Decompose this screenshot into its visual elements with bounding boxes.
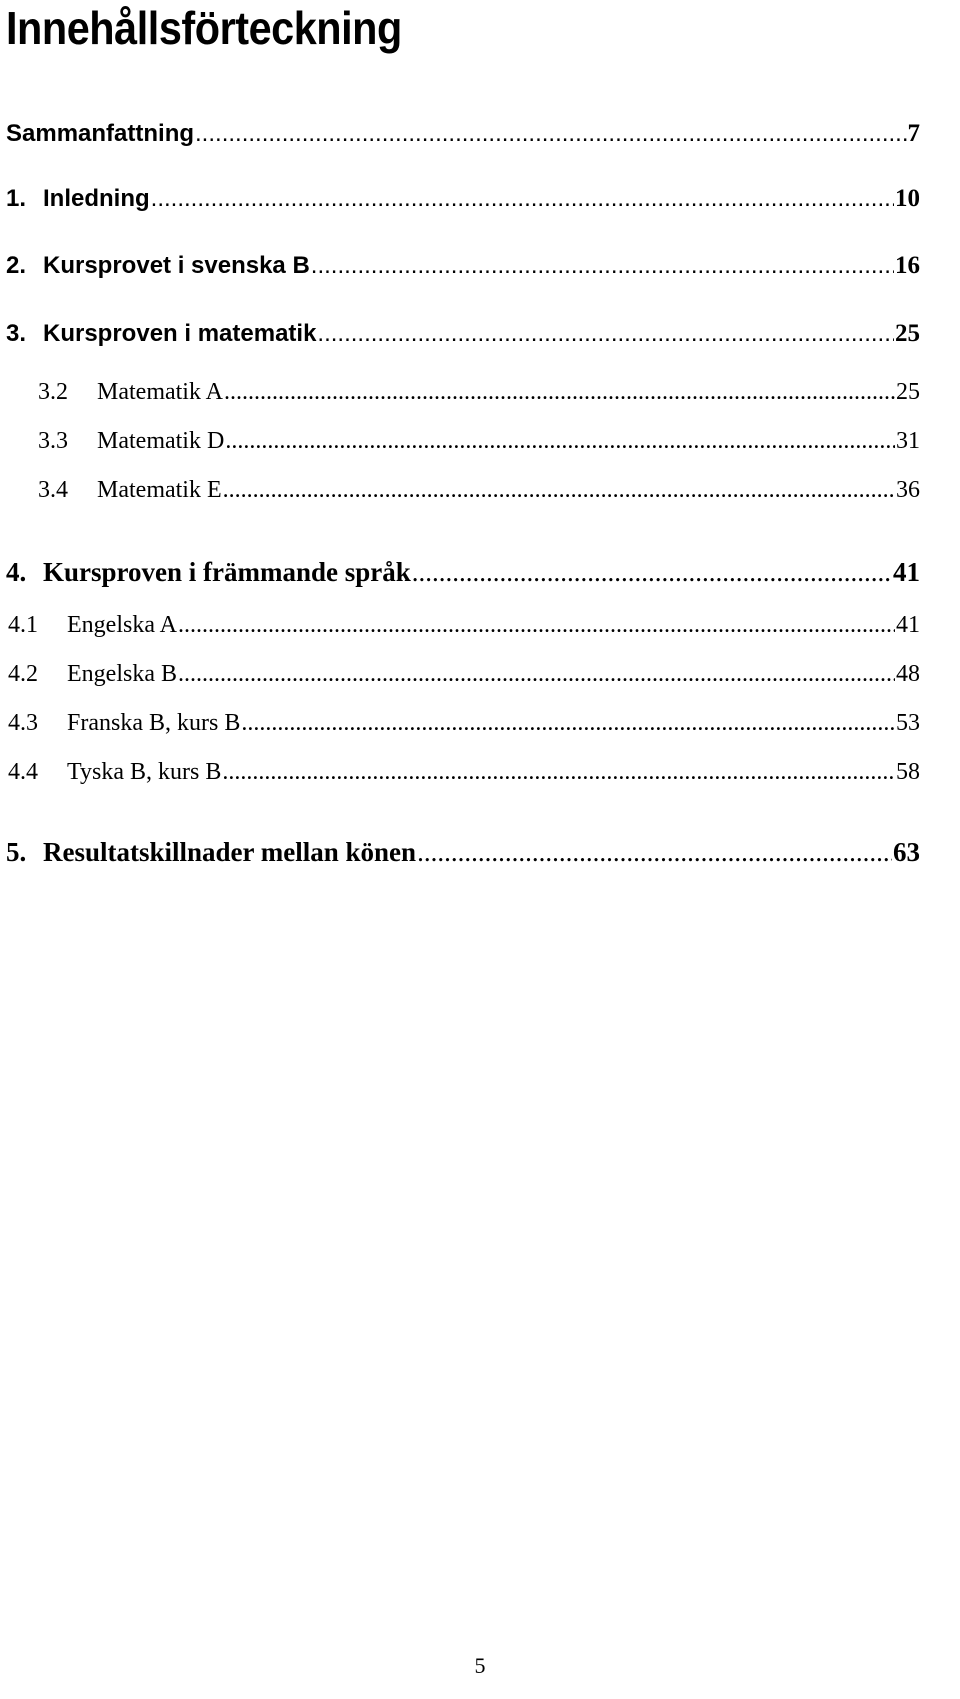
- toc-entry-label: Kursprovet i svenska B: [43, 252, 310, 279]
- toc-entry-number: 2.: [6, 252, 27, 279]
- toc-entry-page: 25: [896, 379, 920, 405]
- toc-entry-label: Sammanfattning: [6, 120, 195, 147]
- toc-entry-label: Kursproven i matematik: [43, 320, 317, 347]
- toc-entry-number: 4.: [6, 557, 27, 587]
- toc-leader-dots: [224, 374, 895, 410]
- toc-entry-number: 3.2: [38, 379, 68, 405]
- toc-entry-number: 4.3: [8, 710, 38, 736]
- toc-entry-page: 36: [896, 477, 920, 503]
- toc-entry-label: Matematik A: [97, 379, 223, 405]
- toc-entry-matematik-e[interactable]: [38, 472, 920, 508]
- toc-leader-dots: [151, 181, 894, 217]
- toc-entry-label: Franska B, kurs B: [67, 710, 241, 736]
- toc-entry-matematik-a[interactable]: [38, 374, 920, 410]
- toc-entry-matematik[interactable]: [6, 316, 920, 352]
- toc-entry-resultatskillnader[interactable]: [6, 834, 920, 870]
- toc-entry-number: 5.: [6, 837, 27, 867]
- toc-entry-inledning[interactable]: [6, 181, 920, 217]
- toc-entry-engelska-b[interactable]: [8, 656, 920, 692]
- toc-entry-label: Tyska B, kurs B: [67, 759, 222, 785]
- toc-leader-dots: [417, 834, 892, 870]
- toc-entry-engelska-a[interactable]: [8, 607, 920, 643]
- toc-entry-frammande-sprak[interactable]: [6, 554, 920, 590]
- toc-entry-number: 4.4: [8, 759, 38, 785]
- toc-leader-dots: [178, 656, 895, 692]
- toc-entry-number: 4.1: [8, 612, 38, 638]
- toc-entry-page: 53: [896, 710, 920, 736]
- toc-entry-page: 7: [907, 120, 920, 147]
- toc-entry-page: 48: [896, 661, 920, 687]
- toc-leader-dots: [222, 754, 895, 790]
- toc-entry-number: 4.2: [8, 661, 38, 687]
- toc-leader-dots: [178, 607, 895, 643]
- toc-entry-page: 31: [896, 428, 920, 454]
- toc-title: Innehållsförteckning: [6, 2, 402, 54]
- page-number: 5: [474, 1653, 486, 1678]
- toc-leader-dots: [317, 316, 894, 352]
- toc-entry-page: 58: [896, 759, 920, 785]
- toc-entry-page: 10: [895, 185, 920, 212]
- toc-entry-sammanfattning[interactable]: [6, 116, 920, 152]
- toc-entry-label: Matematik D: [97, 428, 225, 454]
- toc-entry-page: 25: [895, 320, 920, 347]
- toc-entry-page: 16: [895, 252, 920, 279]
- toc-entry-label: Kursproven i främmande språk: [43, 557, 411, 587]
- toc-entry-number: 3.3: [38, 428, 68, 454]
- toc-leader-dots: [412, 554, 892, 590]
- toc-entry-label: Matematik E: [97, 477, 222, 503]
- toc-leader-dots: [241, 705, 895, 741]
- toc-entry-number: 3.: [6, 320, 27, 347]
- toc-entry-label: Resultatskillnader mellan könen: [43, 837, 417, 867]
- toc-leader-dots: [223, 472, 895, 508]
- toc-entry-matematik-d[interactable]: [38, 423, 920, 459]
- toc-leader-dots: [225, 423, 895, 459]
- toc-entry-label: Inledning: [43, 185, 150, 212]
- toc-entry-page: 63: [893, 837, 920, 867]
- toc-entry-number: 3.4: [38, 477, 68, 503]
- toc-entry-svenska-b[interactable]: [6, 248, 920, 284]
- toc-entry-page: 41: [896, 612, 920, 638]
- toc-entry-label: Engelska A: [67, 612, 177, 638]
- toc-entry-tyska-b[interactable]: [8, 754, 920, 790]
- toc-leader-dots: [311, 248, 894, 284]
- toc-entry-label: Engelska B: [67, 661, 177, 687]
- toc-entry-franska-b[interactable]: [8, 705, 920, 741]
- toc-entry-number: 1.: [6, 185, 27, 212]
- toc-leader-dots: [195, 116, 906, 152]
- toc-entry-page: 41: [893, 557, 920, 587]
